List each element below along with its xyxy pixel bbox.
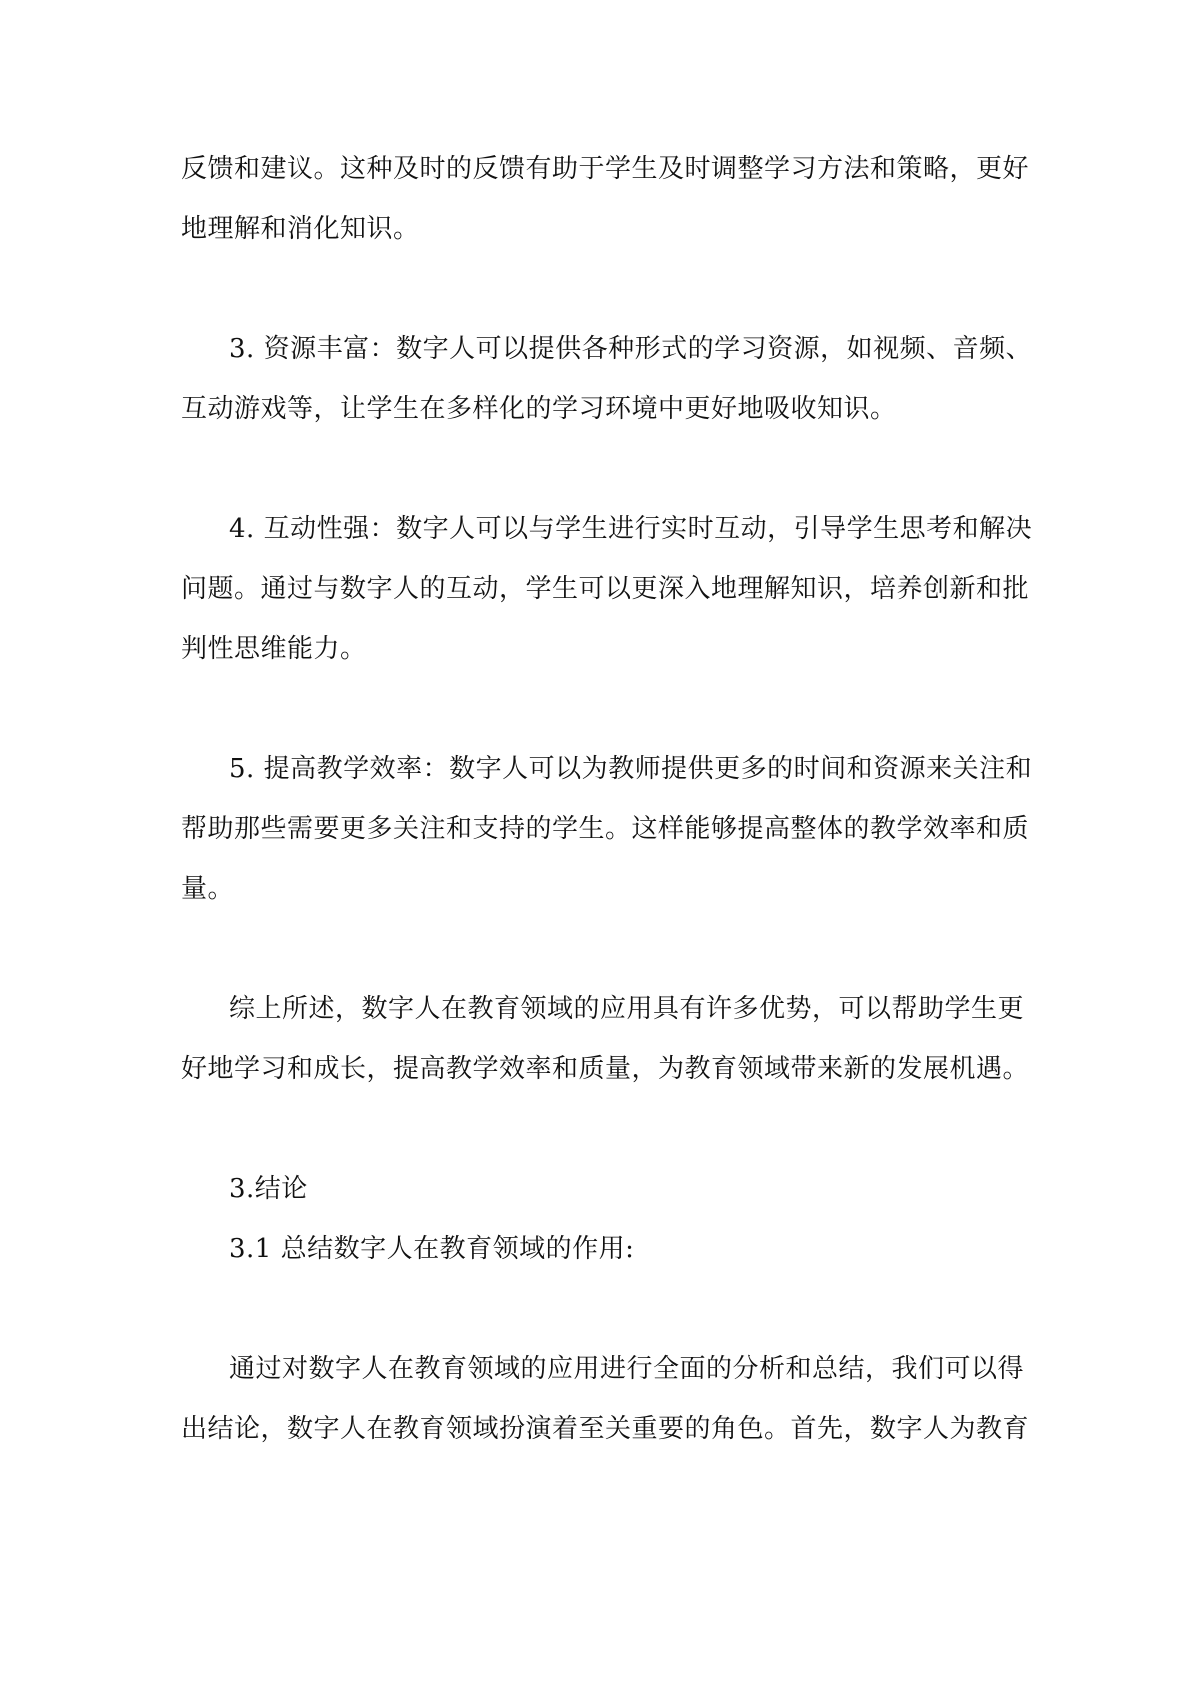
item-3-resources-line-2: 互动游戏等，让学生在多样化的学习环境中更好地吸收知识。 [181,394,897,424]
section-heading-conclusion: 3.结论 [229,1174,308,1204]
conclusion-paragraph-line-1: 通过对数字人在教育领域的应用进行全面的分析和总结，我们可以得 [229,1354,1025,1384]
item-4-interaction-line-1: 4. 互动性强：数字人可以与学生进行实时互动，引导学生思考和解决 [229,514,1033,544]
subsection-heading-3-1: 3.1 总结数字人在教育领域的作用: [229,1234,635,1264]
item-4-interaction-line-3: 判性思维能力。 [181,634,367,664]
item-5-efficiency-line-1: 5. 提高教学效率：数字人可以为教师提供更多的时间和资源来关注和 [229,754,1033,784]
paragraph-feedback-line-2: 地理解和消化知识。 [181,214,420,244]
summary-paragraph-line-2: 好地学习和成长，提高教学效率和质量，为教育领域带来新的发展机遇。 [181,1054,1030,1084]
paragraph-feedback-line-1: 反馈和建议。这种及时的反馈有助于学生及时调整学习方法和策略，更好 [181,154,1030,184]
item-4-interaction-line-2: 问题。通过与数字人的互动，学生可以更深入地理解知识，培养创新和批 [181,574,1030,604]
summary-paragraph-line-1: 综上所述，数字人在教育领域的应用具有许多优势，可以帮助学生更 [229,994,1025,1024]
item-5-efficiency-line-2: 帮助那些需要更多关注和支持的学生。这样能够提高整体的教学效率和质 [181,814,1030,844]
item-3-resources-line-1: 3. 资源丰富：数字人可以提供各种形式的学习资源，如视频、音频、 [229,334,1033,364]
item-5-efficiency-line-3: 量。 [181,874,235,904]
conclusion-paragraph-line-2: 出结论，数字人在教育领域扮演着至关重要的角色。首先，数字人为教育 [181,1414,1030,1444]
